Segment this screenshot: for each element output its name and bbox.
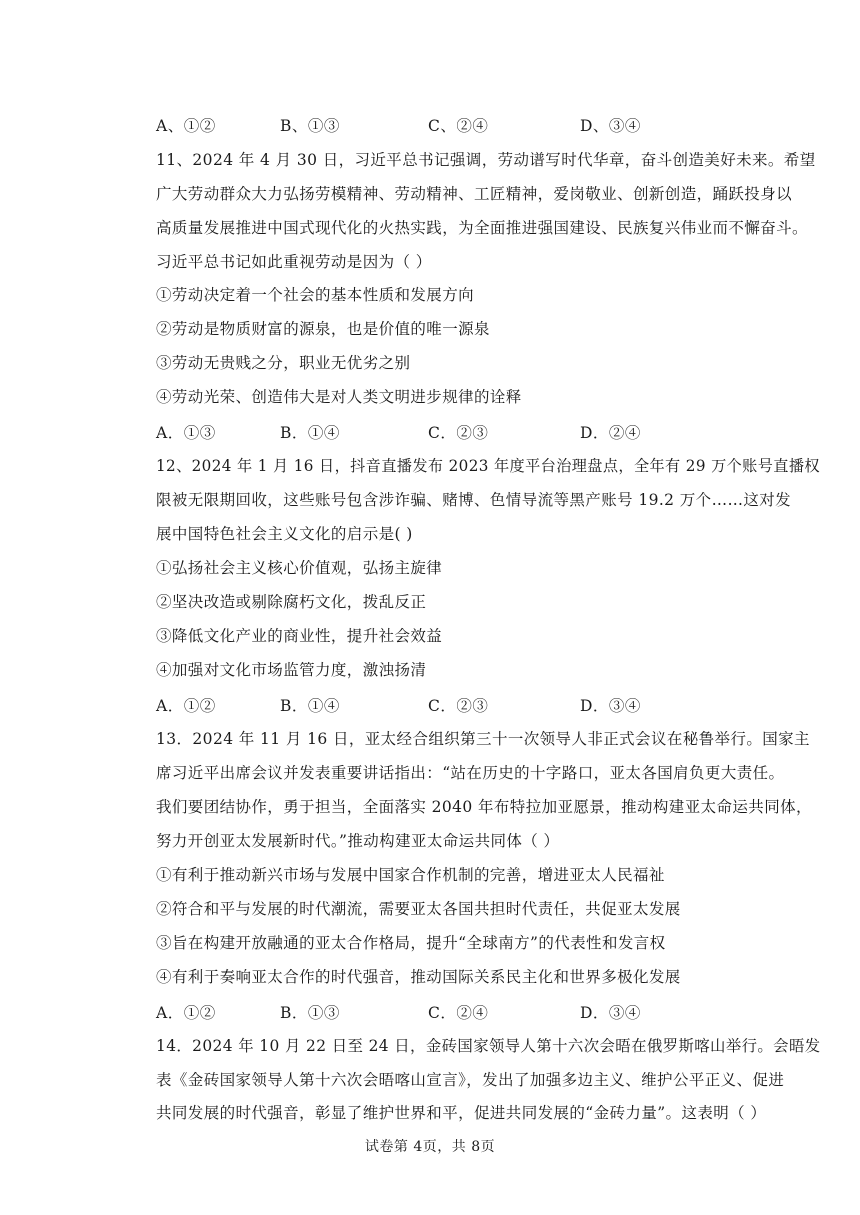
- q11-item-4: ④劳动光荣、创造伟大是对人类文明进步规律的诠释: [156, 388, 522, 406]
- q12-stem-line-2: 限被无限期回收，这些账号包含涉诈骗、赌博、色情导流等黑产账号 19.2 万个……这对发: [156, 491, 792, 509]
- q10-option-d: D、③④: [580, 117, 641, 135]
- q12-item-2: ②坚决改造或剔除腐朽文化，拨乱反正: [156, 593, 427, 611]
- q12-option-a: A．①②: [156, 697, 216, 715]
- q13-stem-line-2: 席习近平出席会议并发表重要讲话指出：“站在历史的十字路口，亚太各国肩负更大责任。: [156, 764, 785, 782]
- q13-options: [156, 1001, 756, 1021]
- q11-stem-line-2: 广大劳动群众大力弘扬劳模精神、劳动精神、工匠精神，爱岗敬业、创新创造，踊跃投身以: [156, 185, 793, 203]
- q14-stem-line-1: 14．2024 年 10 月 22 日至 24 日，金砖国家领导人第十六次会晤在俄罗斯喀山举行。会晤发: [156, 1037, 821, 1055]
- q13-option-d: D．③④: [580, 1004, 641, 1022]
- q13-stem-line-1: 13．2024 年 11 月 16 日，亚太经合组织第三十一次领导人非正式会议在秘鲁举行。国家主: [156, 730, 810, 748]
- q12-stem-line-1: 12、2024 年 1 月 16 日，抖音直播发布 2023 年度平台治理盘点，全年有 29 万个账号直播权: [156, 457, 820, 475]
- q11-option-c: C．②③: [428, 424, 489, 442]
- q10-option-a: A、①②: [156, 117, 216, 135]
- q13-option-c: C．②④: [428, 1004, 489, 1022]
- q13-item-3: ③旨在构建开放融通的亚太合作格局，提升“全球南方”的代表性和发言权: [156, 934, 666, 952]
- q10-option-c: C、②④: [428, 117, 489, 135]
- q12-option-c: C．②③: [428, 697, 489, 715]
- page-footer: 试卷第 4页，共 8页: [364, 1139, 496, 1155]
- q11-item-2: ②劳动是物质财富的源泉，也是价值的唯一源泉: [156, 320, 490, 338]
- q11-stem-line-1: 11、2024 年 4 月 30 日，习近平总书记强调，劳动谱写时代华章，奋斗创造美好未来。希望: [156, 151, 816, 169]
- q13-item-2: ②符合和平与发展的时代潮流，需要亚太各国共担时代责任，共促亚太发展: [156, 900, 681, 918]
- q14-stem-line-3: 共同发展的时代强音，彰显了维护世界和平，促进共同发展的“金砖力量”。这表明（ ）: [156, 1104, 767, 1122]
- q13-stem-line-4: 努力开创亚太发展新时代。”推动构建亚太命运共同体（ ）: [156, 832, 560, 850]
- q12-item-1: ①弘扬社会主义核心价值观，弘扬主旋律: [156, 559, 443, 577]
- q11-options: [156, 421, 756, 441]
- q14-stem-line-2: 表《金砖国家领导人第十六次会晤喀山宣言》，发出了加强多边主义、维护公平正义、促进: [156, 1071, 785, 1089]
- q11-stem-line-3: 高质量发展推进中国式现代化的火热实践，为全面推进强国建设、民族复兴伟业而不懈奋斗。: [156, 219, 808, 237]
- q12-option-b: B．①④: [280, 697, 340, 715]
- q13-stem-line-3: 我们要团结协作，勇于担当，全面落实 2040 年布特拉加亚愿景，推动构建亚太命运共同体，: [156, 798, 812, 816]
- q11-item-3: ③劳动无贵贱之分，职业无优劣之别: [156, 354, 411, 372]
- q13-item-1: ①有利于推动新兴市场与发展中国家合作机制的完善，增进亚太人民福祉: [156, 866, 665, 884]
- q12-option-d: D．③④: [580, 697, 641, 715]
- q11-option-a: A．①③: [156, 424, 216, 442]
- q11-stem-line-4: 习近平总书记如此重视劳动是因为（ ）: [156, 253, 432, 271]
- q12-item-4: ④加强对文化市场监管力度，激浊扬清: [156, 661, 427, 679]
- q10-options: [156, 114, 756, 134]
- q11-item-1: ①劳动决定着一个社会的基本性质和发展方向: [156, 286, 475, 304]
- q10-option-b: B、①③: [280, 117, 340, 135]
- q12-item-3: ③降低文化产业的商业性，提升社会效益: [156, 627, 443, 645]
- q11-option-d: D．②④: [580, 424, 641, 442]
- q11-option-b: B．①④: [280, 424, 340, 442]
- q12-stem-line-3: 展中国特色社会主义文化的启示是( ): [156, 525, 413, 543]
- q13-option-b: B．①③: [280, 1004, 340, 1022]
- q13-item-4: ④有利于奏响亚太合作的时代强音，推动国际关系民主化和世界多极化发展: [156, 968, 681, 986]
- q13-option-a: A．①②: [156, 1004, 216, 1022]
- q12-options: [156, 694, 756, 714]
